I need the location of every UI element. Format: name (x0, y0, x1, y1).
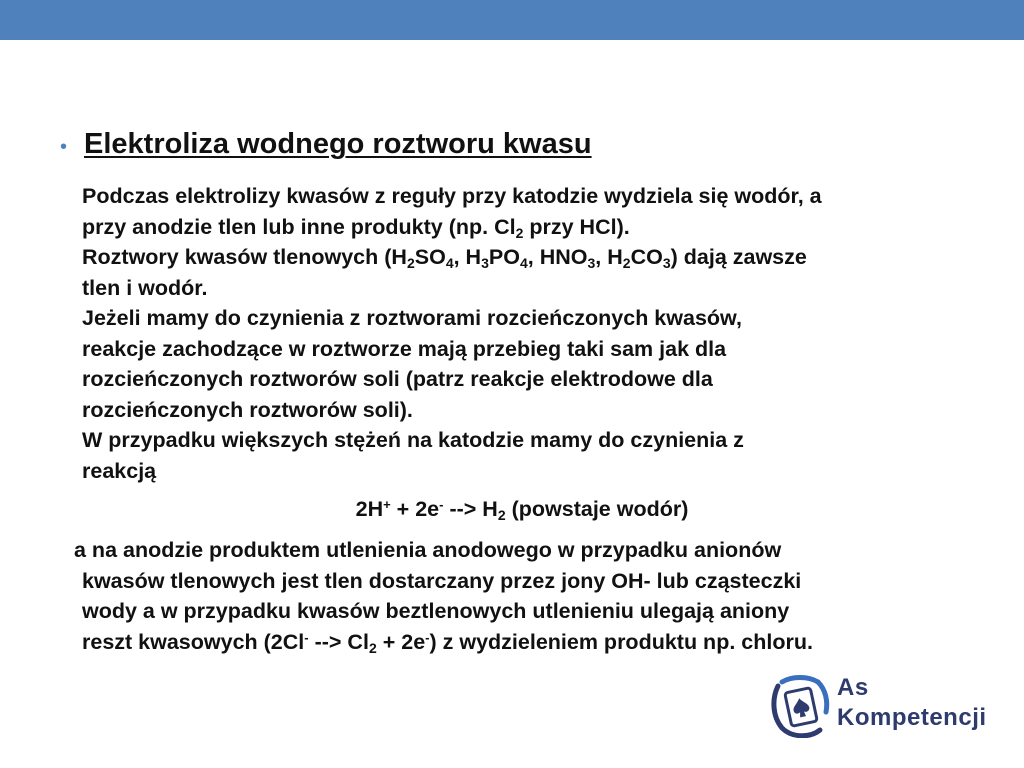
text-span: ) z wydzieleniem produktu np. chloru. (429, 629, 813, 654)
subscript: 3 (481, 255, 489, 271)
as-kompetencji-logo (768, 668, 998, 744)
subscript: 2 (515, 224, 524, 241)
paragraph-3-line-2: reakcje zachodzące w roztworze mają przebieg taki sam jak dla (82, 336, 727, 361)
logo-text-line-2: Kompetencji (837, 704, 987, 731)
text-span: + 2e (390, 497, 440, 521)
subscript: 2 (497, 507, 506, 523)
subscript: 3 (587, 255, 596, 271)
text-span: --> Cl (308, 629, 369, 654)
subscript: 2 (368, 639, 377, 656)
paragraph-3-line-1: Jeżeli mamy do czynienia z roztworami rozcieńczonych kwasów, (82, 306, 742, 330)
text-span: Roztwory kwasów tlenowych (H (82, 245, 407, 269)
bullet-icon: • (60, 136, 68, 158)
text-span: Podczas elektrolizy kwasów z reguły przy katodzie wydziela się wodór, a (82, 184, 822, 208)
cathode-equation (0, 497, 1024, 522)
text-span: , HNO (527, 245, 588, 269)
text-span: reszt kwasowych (2Cl (82, 629, 305, 654)
paragraph-1-line-1 (82, 181, 982, 212)
subscript: 3 (662, 255, 671, 271)
text-span: przy anodzie tlen lub inne produkty (np. Cl (82, 214, 516, 239)
text-span: --> H (443, 497, 498, 521)
paragraph-2-line-2: tlen i wodór. (82, 275, 208, 300)
paragraph-2-line-1 (82, 242, 982, 273)
superscript: - (425, 629, 430, 645)
paragraph-4-line-1: W przypadku większych stężeń na katodzie mamy do czynienia z (82, 428, 744, 452)
body-text-block (82, 181, 982, 486)
paragraph-5-line-3: wody a w przypadku kwasów beztlenowych utlenieniu ulegają aniony (82, 599, 790, 623)
text-span: SO (414, 245, 446, 269)
text-span: przy HCl). (523, 214, 630, 239)
superscript: - (304, 629, 309, 645)
text-span: PO (488, 245, 520, 269)
subscript: 4 (519, 255, 528, 271)
paragraph-3-line-4: rozcieńczonych roztworów soli). (82, 397, 413, 422)
text-span: , H (453, 245, 482, 269)
slide-heading: Elektroliza wodnego roztworu kwasu (84, 128, 592, 160)
logo-text-line-1: As (837, 674, 869, 701)
text-span: ) dają zawsze (670, 245, 807, 269)
text-span: , H (595, 245, 623, 269)
subscript: 4 (445, 255, 454, 271)
top-accent-bar (0, 0, 1024, 40)
text-span: 2H (355, 497, 384, 521)
text-span: (powstaje wodór) (505, 497, 689, 521)
superscript: - (439, 497, 444, 512)
superscript: + (383, 497, 391, 512)
spade-card-icon (768, 672, 832, 738)
paragraph-5-line-2: kwasów tlenowych jest tlen dostarczany przez jony OH- lub cząsteczki (82, 568, 802, 593)
anode-paragraph (74, 535, 994, 657)
subscript: 2 (406, 255, 415, 271)
text-span: + 2e (376, 629, 426, 654)
paragraph-5-line-4 (74, 627, 994, 658)
bullet-heading-row (60, 128, 592, 161)
paragraph-3-line-3: rozcieńczonych roztworów soli (patrz reakcje elektrodowe dla (82, 367, 713, 391)
paragraph-5-line-1: a na anodzie produktem utlenienia anodowego w przypadku anionów (74, 538, 782, 562)
paragraph-4-line-2: reakcją (82, 458, 157, 483)
text-span: CO (630, 245, 663, 269)
subscript: 2 (622, 255, 631, 271)
paragraph-1-line-2 (82, 212, 982, 243)
